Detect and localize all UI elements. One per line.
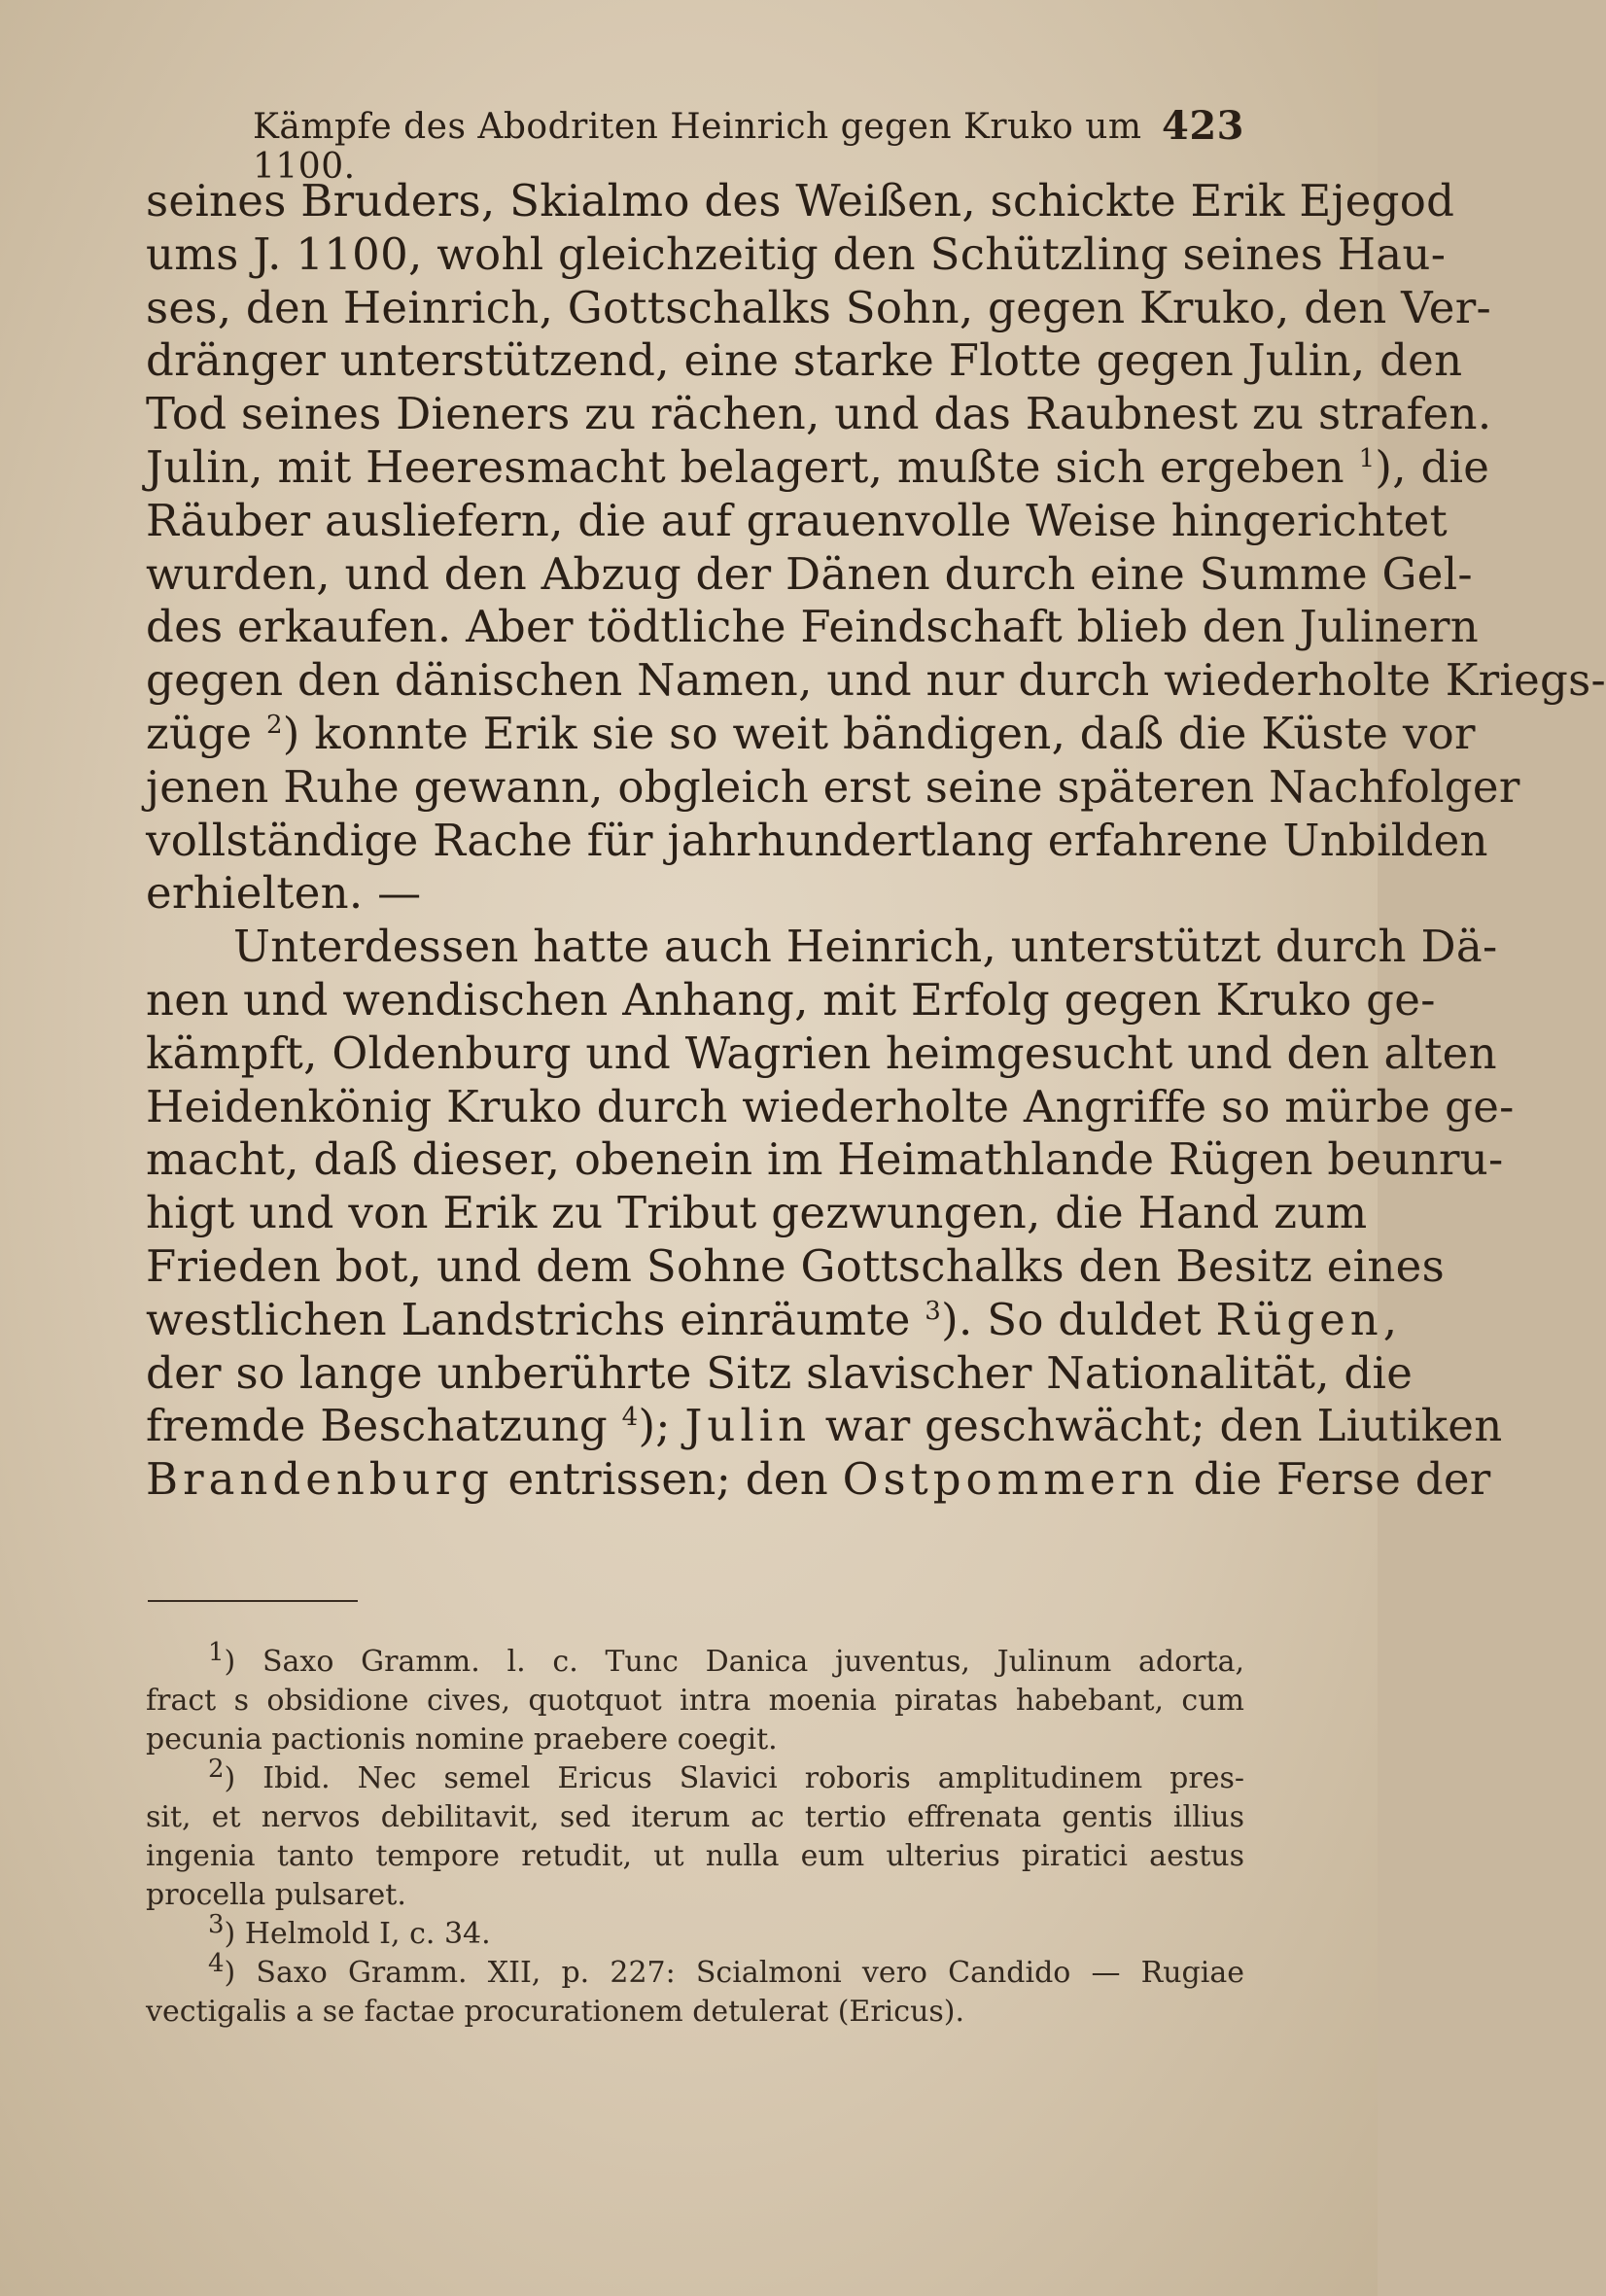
spaced-name: Brandenburg: [146, 1453, 494, 1506]
text-segment: ), die: [1375, 440, 1490, 493]
footnote-line: sit, et nervos debilitavit, sed iterum ac tertio effrenata gentis illius: [146, 1800, 1244, 1834]
text-line: des erkaufen. Aber tödtliche Feindschaft blieb den Julinern: [146, 601, 1480, 653]
text-line: Heidenkönig Kruko durch wiederholte Angriffe so mürbe ge-: [146, 1080, 1515, 1132]
text-line: ses, den Heinrich, Gottschalks Sohn, gegen Kruko, den Ver-: [146, 281, 1492, 333]
text-line: Tod seines Dieners zu rächen, und das Raubnest zu strafen.: [146, 388, 1492, 440]
text-segment: entrissen; den: [507, 1453, 829, 1506]
text-line: macht, daß dieser, obenein im Heimathlande Rügen beunru-: [146, 1133, 1504, 1186]
running-title: Kämpfe des Abodriten Heinrich gegen Kruko um 1100.: [253, 107, 1142, 187]
page-number: 423: [1162, 103, 1244, 149]
text-line: erhielten. —: [146, 867, 422, 920]
text-segment: );: [638, 1400, 671, 1452]
text-segment: züge: [146, 707, 253, 759]
text-line: Frieden bot, und dem Sohne Gottschalks den Besitz eines: [146, 1239, 1445, 1292]
footnote-line: [146, 1910, 1244, 1954]
footnote-line: vectigalis a se factae procurationem detulerat (Ericus).: [146, 1995, 965, 2029]
footnote-line: [146, 1949, 1244, 1993]
text-line: [146, 1453, 1491, 1507]
running-head: [146, 97, 1244, 187]
footnote-marker: 4: [621, 1403, 639, 1433]
text-segment: westlichen Landstrichs einräumte: [146, 1293, 911, 1345]
spaced-name: Rügen,: [1215, 1293, 1403, 1345]
text-line: gegen den dänischen Namen, und nur durch wiederholte Kriegs-: [146, 654, 1606, 707]
footnote-marker: 2: [208, 1755, 225, 1784]
text-segment: Julin, mit Heeresmacht belagert, mußte sich ergeben: [146, 440, 1344, 493]
text-segment: fremde Beschatzung: [146, 1400, 608, 1452]
footnote-divider: [148, 1600, 358, 1602]
text-line: higt und von Erik zu Tribut gezwungen, die Hand zum: [146, 1187, 1368, 1239]
footnote-line: pecunia pactionis nomine praebere coegit.: [146, 1722, 778, 1757]
footnote-marker: 4: [208, 1949, 225, 1978]
footnote-marker: 2: [265, 710, 283, 740]
footnote-line: fract s obsidione cives, quotquot intra moenia piratas habebant, cum: [146, 1684, 1244, 1718]
footnote-marker: 1: [1358, 443, 1376, 473]
footnote-line: ingenia tanto tempore retudit, ut nulla eum ulterius piratici aestus: [146, 1839, 1244, 1873]
footnote-marker: 3: [925, 1296, 942, 1326]
text-line: dränger unterstützend, eine starke Flotte gegen Julin, den: [146, 334, 1463, 387]
text-line: nen und wendischen Anhang, mit Erfolg gegen Kruko ge-: [146, 973, 1436, 1026]
text-line: [146, 707, 1476, 761]
text-segment: war geschwächt; den Liutiken: [824, 1400, 1503, 1452]
text-segment: So duldet: [987, 1293, 1202, 1345]
text-line: ums J. 1100, wohl gleichzeitig den Schützling seines Hau-: [146, 227, 1447, 280]
text-line: [146, 1293, 1403, 1347]
footnote-line: [146, 1638, 1244, 1682]
footnote-text: ) Helmold I, c. 34.: [224, 1917, 491, 1951]
text-line: [146, 1400, 1503, 1453]
spaced-name: Julin: [684, 1400, 812, 1452]
text-segment: ) konnte Erik sie so weit bändigen, daß die Küste vor: [282, 707, 1476, 759]
text-line: Unterdessen hatte auch Heinrich, unterstützt durch Dä-: [233, 921, 1498, 973]
text-line: [146, 440, 1490, 495]
footnote-line: procella pulsaret.: [146, 1878, 406, 1912]
text-line: vollständige Rache für jahrhundertlang erfahrene Unbilden: [146, 814, 1488, 866]
footnote-text: ) Ibid. Nec semel Ericus Slavici roboris amplitudinem pres-: [224, 1761, 1244, 1795]
footnotes: [146, 1638, 1244, 2032]
text-line: kämpft, Oldenburg und Wagrien heimgesucht und den alten: [146, 1026, 1497, 1079]
footnote-text: ) Saxo Gramm. XII, p. 227: Scialmoni vero Candido — Rugiae: [224, 1956, 1244, 1990]
footnote-line: [146, 1755, 1244, 1798]
text-segment: ).: [941, 1293, 973, 1345]
text-line: Räuber ausliefern, die auf grauenvolle Weise hingerichtet: [146, 494, 1448, 546]
text-line: jenen Ruhe gewann, obgleich erst seine späteren Nachfolger: [146, 760, 1520, 813]
footnote-marker: 3: [208, 1910, 225, 1939]
footnote-marker: 1: [208, 1638, 225, 1667]
text-segment: die Ferse der: [1193, 1453, 1491, 1506]
text-line: seines Bruders, Skialmo des Weißen, schickte Erik Ejegod: [146, 175, 1455, 226]
footnote-text: ) Saxo Gramm. l. c. Tunc Danica juventus, Julinum adorta,: [224, 1645, 1244, 1679]
text-line: wurden, und den Abzug der Dänen durch eine Summe Gel-: [146, 547, 1473, 600]
spaced-name: Ostpommern: [842, 1453, 1180, 1506]
text-line: der so lange unberührte Sitz slavischer Nationalität, die: [146, 1346, 1414, 1399]
main-text: [146, 175, 1606, 1507]
